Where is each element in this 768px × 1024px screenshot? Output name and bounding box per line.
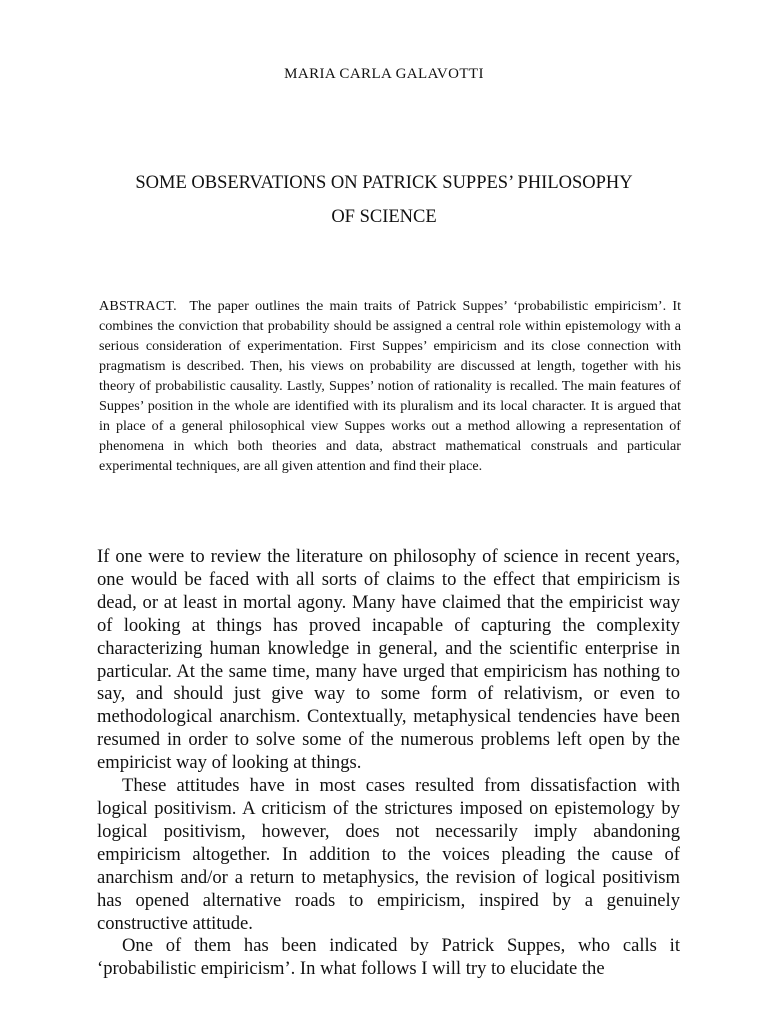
body-text — [97, 546, 680, 981]
abstract-text: The paper outlines the main traits of Patrick Suppes’ ‘probabilistic empiricism’. It combines the conviction that probability should be assigned a central role within epistemology with a serious consideration of experimentation. First Suppes’ empiricism and its close connection with pragmatism is described. Then, his views on probability are discussed at length, together with his theory of probabilistic causality. Lastly, Suppes’ notion of rationality is recalled. The main features of Suppes’ position in the whole are identified with its pluralism and its local character. It is argued that in place of a general philosophical view Suppes works out a method allowing a representation of phenomena in which both theories and data, abstract mathematical construals and particular experimental techniques, are all given attention and find their place. — [99, 298, 682, 474]
author-name: MARIA CARLA GALAVOTTI — [284, 66, 484, 82]
title-line-1: SOME OBSERVATIONS ON PATRICK SUPPES’ PHILOSOPHY — [135, 173, 633, 193]
paper-title — [60, 166, 708, 234]
abstract — [99, 296, 681, 476]
title-line-2: OF SCIENCE — [331, 207, 437, 227]
paragraph-1: If one were to review the literature on philosophy of science in recent years, one would be faced with all sorts of claims to the effect that empiricism is dead, or at least in mortal agony. Many have claimed that the empiricist way of looking at things has proved incapable of capturing the complexity characterizing human knowledge in general, and the scientific enterprise in particular. At the same time, many have urged that empiricism has nothing to say, and should just give way to some form of relativism, or even to methodological anarchism. Contextually, metaphysical tendencies have been resumed in order to solve some of the numerous problems left open by the empiricist way of looking at things. — [97, 546, 680, 774]
paragraph-3: One of them has been indicated by Patrick Suppes, who calls it ‘probabilistic empiricism’. In what follows I will try to elucidate the — [97, 935, 680, 980]
paragraph-2: These attitudes have in most cases resulted from dissatisfaction with logical positivism. A criticism of the strictures imposed on epistemology by logical positivism, however, does not necessarily imply abandoning empiricism altogether. In addition to the voices pleading the cause of anarchism and/or a return to metaphysics, the revision of logical positivism has opened alternative roads to empiricism, inspired by a genuinely constructive attitude. — [97, 775, 680, 934]
abstract-label: ABSTRACT. — [99, 298, 177, 314]
